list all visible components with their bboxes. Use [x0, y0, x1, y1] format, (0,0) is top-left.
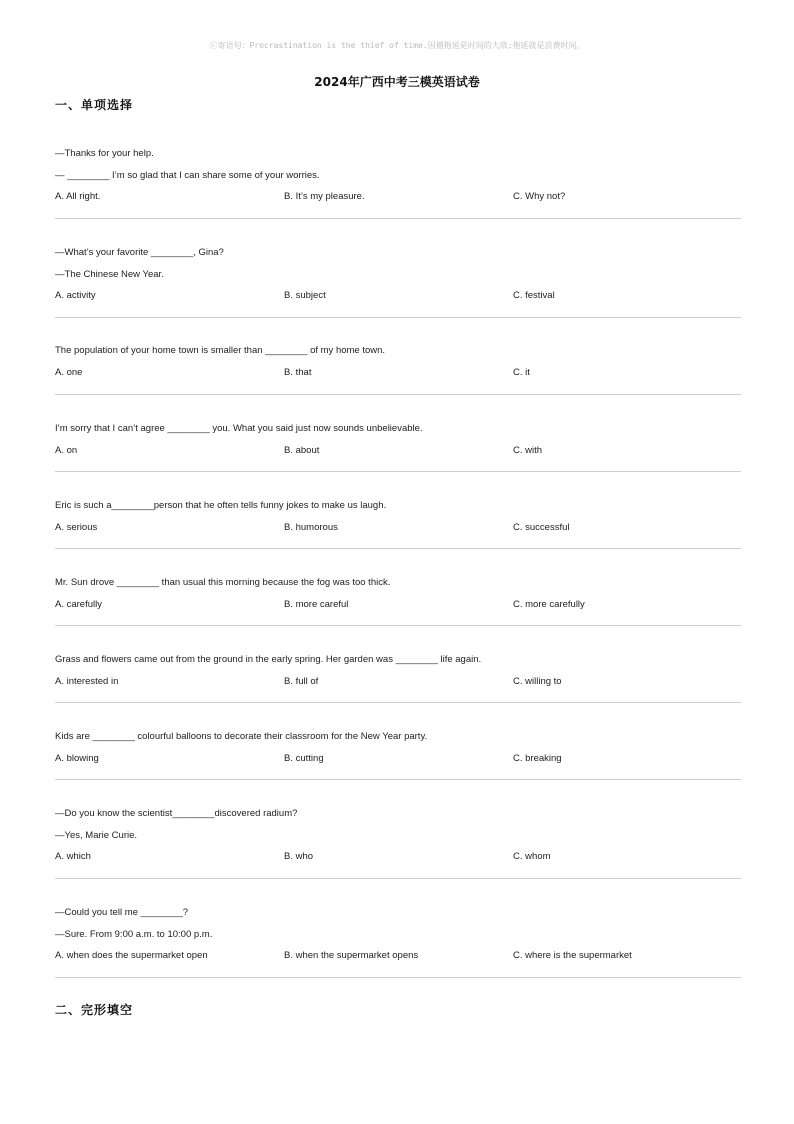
- option-c[interactable]: C. more carefully: [513, 598, 585, 610]
- option-c[interactable]: C. whom: [513, 851, 551, 862]
- question-divider: [55, 977, 741, 978]
- option-c[interactable]: C. with: [513, 444, 543, 456]
- option-row: [55, 846, 741, 868]
- question-4: [55, 418, 741, 461]
- question-3: [55, 340, 741, 383]
- option-a[interactable]: A. one: [55, 366, 83, 378]
- section-heading-cloze: 二、完形填空: [55, 1003, 134, 1017]
- question-line: I’m sorry that I can’t agree ________ you. What you said just now sounds unbelievable.: [55, 423, 423, 434]
- option-row: [55, 594, 741, 616]
- option-a[interactable]: A. All right.: [55, 191, 101, 202]
- question-line: —Do you know the scientist________discovered radium?: [55, 808, 298, 819]
- question-divider: [55, 218, 741, 219]
- option-b[interactable]: B. about: [284, 444, 320, 456]
- question-line: —Thanks for your help.: [55, 148, 154, 159]
- question-line: Eric is such a________person that he often tells funny jokes to make us laugh.: [55, 500, 387, 511]
- option-b[interactable]: B. more careful: [284, 598, 349, 610]
- option-row: [55, 362, 741, 384]
- question-9: [55, 803, 741, 868]
- question-line: —Sure. From 9:00 a.m. to 10:00 p.m.: [55, 928, 213, 940]
- question-7: [55, 649, 741, 692]
- option-a[interactable]: A. carefully: [55, 598, 102, 610]
- question-divider: [55, 394, 741, 395]
- option-a[interactable]: A. activity: [55, 290, 96, 301]
- header-motto: ⓒ寄语句：Procrastination is the thief of time.因循拖延是时间的大敌;拖延就是浪费时间。: [209, 41, 585, 50]
- option-a[interactable]: A. interested in: [55, 675, 119, 687]
- option-row: [55, 186, 741, 208]
- question-divider: [55, 625, 741, 626]
- question-divider: [55, 317, 741, 318]
- question-line: —Yes, Marie Curie.: [55, 829, 138, 841]
- option-b[interactable]: B. It’s my pleasure.: [284, 191, 365, 202]
- question-line: The population of your home town is smaller than ________ of my home town.: [55, 345, 386, 356]
- question-line: —Could you tell me ________?: [55, 907, 189, 918]
- option-row: [55, 671, 741, 693]
- section-heading-single-choice: 一、单项选择: [55, 98, 134, 112]
- option-c[interactable]: C. it: [513, 366, 530, 378]
- option-b[interactable]: B. cutting: [284, 752, 324, 764]
- option-c[interactable]: C. breaking: [513, 752, 562, 764]
- question-line: Mr. Sun drove ________ than usual this morning because the fog was too thick.: [55, 577, 391, 588]
- option-c[interactable]: C. festival: [513, 290, 555, 301]
- option-a[interactable]: A. on: [55, 444, 78, 456]
- question-divider: [55, 779, 741, 780]
- option-c[interactable]: C. willing to: [513, 675, 562, 687]
- option-c[interactable]: C. Why not?: [513, 191, 566, 202]
- question-line: —What’s your favorite ________, Gina?: [55, 247, 224, 258]
- question-2: [55, 242, 741, 307]
- option-row: [55, 748, 741, 770]
- option-b[interactable]: B. humorous: [284, 521, 338, 533]
- option-b[interactable]: B. subject: [284, 290, 326, 301]
- option-a[interactable]: A. serious: [55, 521, 98, 533]
- option-c[interactable]: C. successful: [513, 521, 570, 533]
- option-a[interactable]: A. which: [55, 851, 91, 862]
- option-b[interactable]: B. that: [284, 366, 312, 378]
- question-line: — ________ I’m so glad that I can share some of your worries.: [55, 169, 320, 181]
- option-row: [55, 440, 741, 462]
- option-row: [55, 517, 741, 539]
- question-8: [55, 726, 741, 769]
- exam-title: 2024年广西中考三模英语试卷: [314, 75, 480, 89]
- option-a[interactable]: A. blowing: [55, 752, 99, 764]
- question-divider: [55, 878, 741, 879]
- question-1: [55, 143, 741, 208]
- question-line: —The Chinese New Year.: [55, 268, 164, 280]
- question-divider: [55, 548, 741, 549]
- question-divider: [55, 702, 741, 703]
- question-line: Grass and flowers came out from the ground in the early spring. Her garden was ________ life again.: [55, 654, 482, 665]
- option-a[interactable]: A. when does the supermarket open: [55, 950, 208, 961]
- question-6: [55, 572, 741, 615]
- question-10: [55, 902, 741, 967]
- option-b[interactable]: B. when the supermarket opens: [284, 950, 419, 961]
- option-c[interactable]: C. where is the supermarket: [513, 950, 632, 961]
- question-divider: [55, 471, 741, 472]
- option-row: [55, 285, 741, 307]
- option-row: [55, 945, 741, 967]
- question-line: Kids are ________ colourful balloons to decorate their classroom for the New Year party.: [55, 731, 428, 742]
- question-5: [55, 495, 741, 538]
- option-b[interactable]: B. full of: [284, 675, 319, 687]
- option-b[interactable]: B. who: [284, 851, 314, 862]
